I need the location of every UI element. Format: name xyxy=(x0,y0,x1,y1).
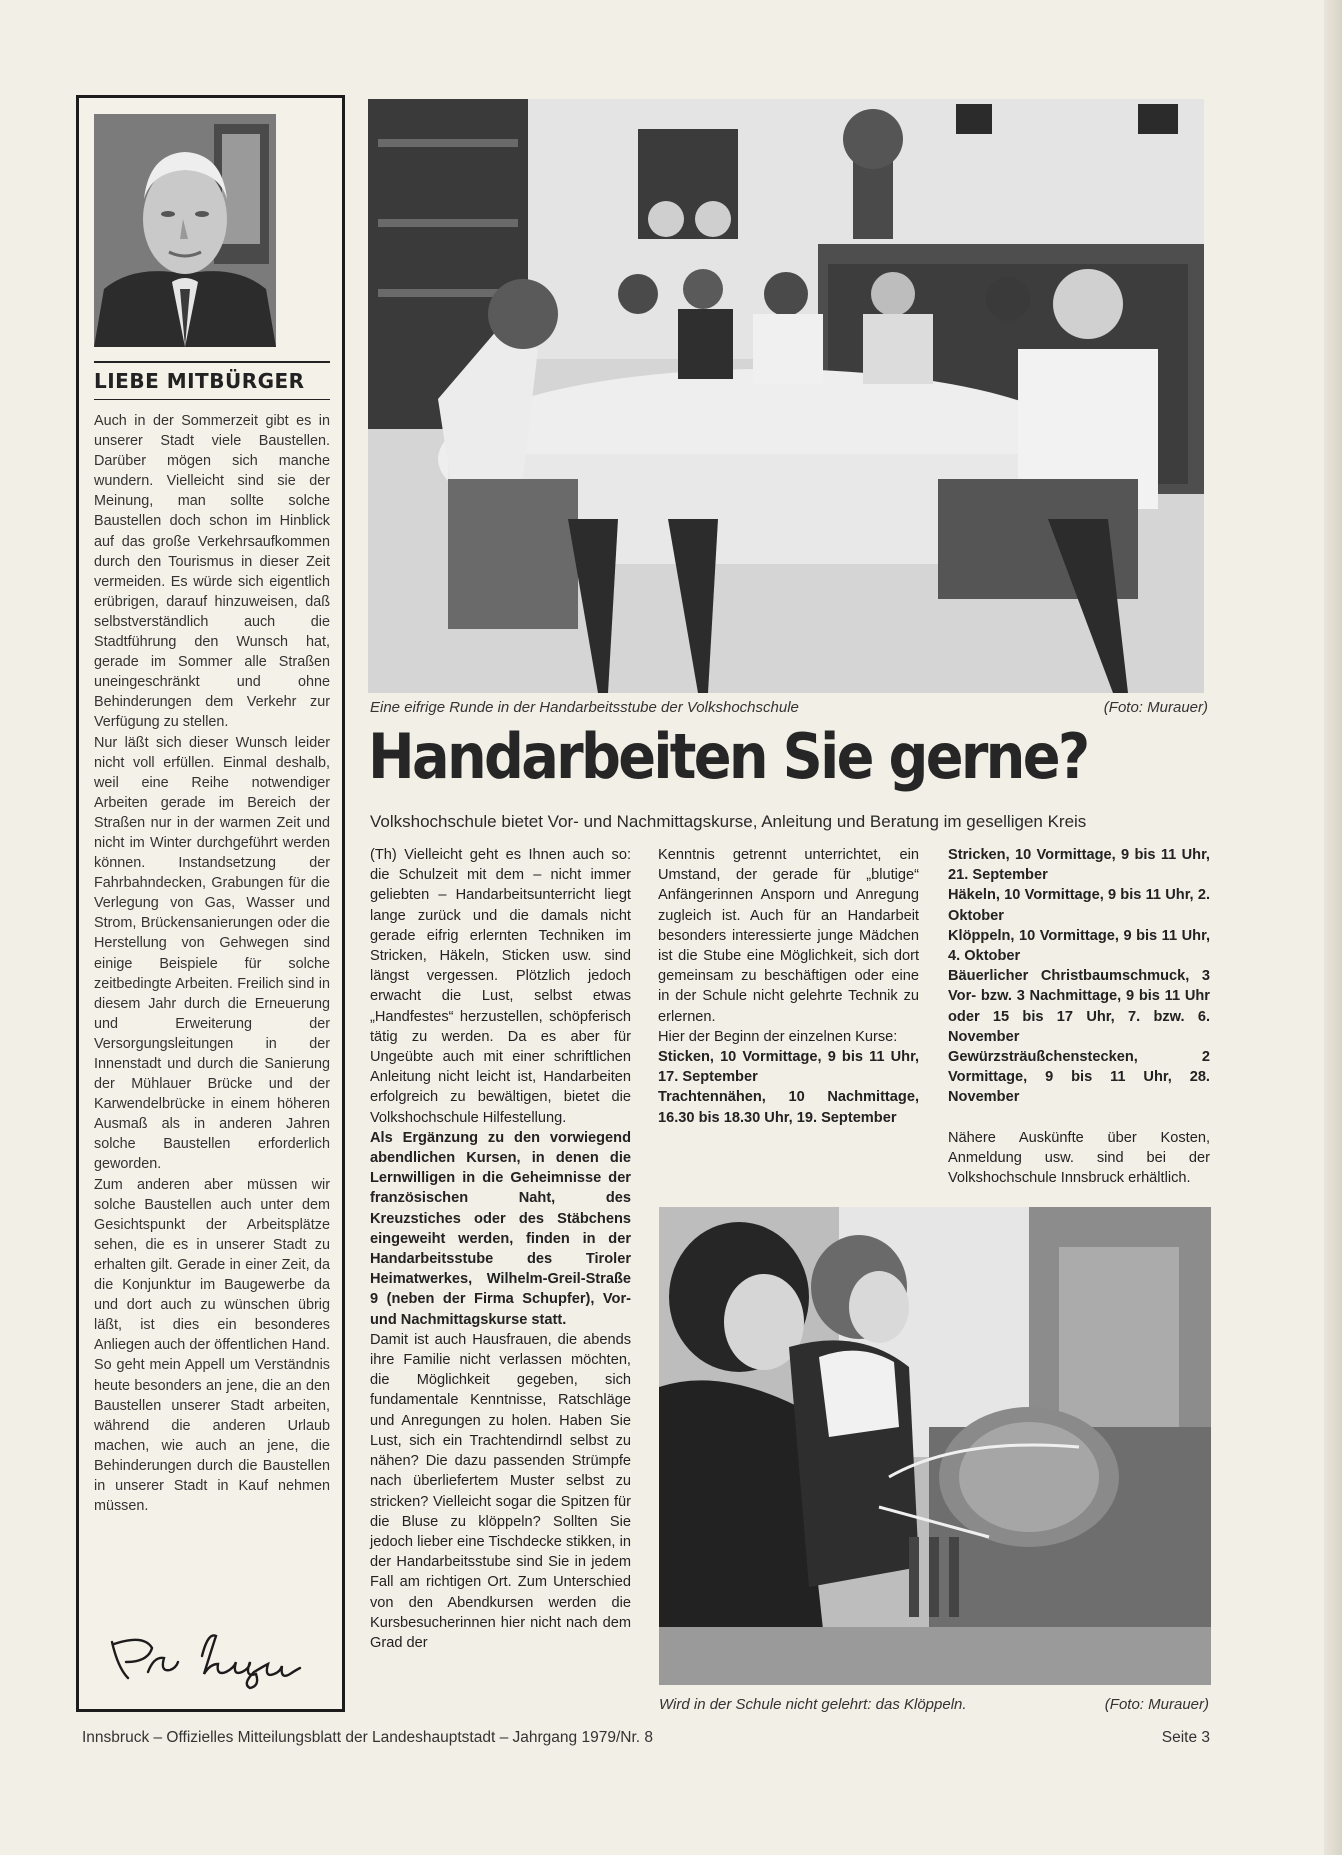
editorial-heading: LIEBE MITBÜRGER xyxy=(94,369,305,393)
editorial-paragraph: Nur läßt sich dieser Wunsch leider nicht voll erfüllen. Einmal deshalb, weil eine Reihe notwendiger Arbeiten gerade im Bereich der Straßen nur in der warmen Zeit und nicht im Winter durchgeführt werden können. Instandsetzung der Fahrbahndecken, Grabungen für die Verlegung von Gas, Wasser und Strom, Brückensanierungen oder die Herstellung von Gehwegen sind einige Beispiele für solche zeitbedingte Arbeiten. Freilich sind in diesem Jahr durch die Erneuerung und Erweiterung der Versorgungsleitungen in der Innenstadt und durch die Sanierung der Mühlauer Brücke und der Karwendelbrücke in einem höheren Ausmaß als in anderen Jahren solche Baustellen erforderlich geworden. xyxy=(94,734,330,1173)
course-entry: Bäuerlicher Christbaumschmuck, 3 Vor- bzw. 3 Nachmittage, 9 bis 11 Uhr oder 15 bis 17 Uhr, 7. bzw. 6. November xyxy=(948,968,1210,1045)
page-number: Seite 3 xyxy=(1161,1729,1210,1746)
article-column-1 xyxy=(370,845,631,1653)
lace-making-photo xyxy=(659,1207,1211,1685)
article-column-3 xyxy=(948,845,1210,1188)
heading-rule-top xyxy=(94,361,330,363)
course-entry: Gewürzsträußchenstecken, 2 Vormittage, 9 bis 11 Uhr, 28. November xyxy=(948,1049,1210,1106)
article-column-2 xyxy=(658,845,919,1128)
bottom-photo-credit: (Foto: Murauer) xyxy=(1104,1696,1209,1713)
bottom-photo-caption: Wird in der Schule nicht gelehrt: das Klöppeln. xyxy=(659,1696,967,1713)
editorial-paragraph: Zum anderen aber müssen wir solche Baustellen auch unter dem Gesichtspunkt der Arbeitsplätze sehen, die es in unserer Stadt zu erhalten gilt. Gerade in einer Zeit, da die Konjunktur im Baugewerbe da und dort auch zu wünschen übrig läßt, ist dies ein besonderes Anliegen auch der öffentlichen Hand. So geht mein Appell um Verständnis heute besonders an jene, die an den Baustellen unserer Stadt arbeiten, während die anderen Urlaub machen, wie auch an jene, die Behinderungen durch die Baustellen in unserer Stadt in Kauf nehmen müssen. xyxy=(94,1176,330,1515)
editorial-box xyxy=(76,95,345,1712)
heading-rule-bottom xyxy=(94,399,330,400)
course-entry: Klöppeln, 10 Vormittage, 9 bis 11 Uhr, 4. Oktober xyxy=(948,927,1210,965)
info-paragraph: Nähere Auskünfte über Kosten, Anmeldung usw. sind bei der Volkshochschule Innsbruck erhältlich. xyxy=(948,1129,1210,1187)
article-paragraph: (Th) Vielleicht geht es Ihnen auch so: die Schulzeit mit dem – nicht immer geliebten – Handarbeitsunterricht liegt lange zurück und die damals nicht gerade eifrig erlernten Techniken im Stricken, Häkeln, Sticken usw. sind längst vergessen. Plötzlich jedoch erwacht die Lust, selbst etwas „Handfestes“ herzustellen, schöpferisch tätig zu werden. Da es aber für Ungeübte auch mit einer schriftlichen Anleitung nicht leicht ist, Handarbeiten erfolgreich zu bewältigen, bietet die Volkshochschule Hilfestellung. xyxy=(370,847,631,1126)
article-paragraph: Hier der Beginn der einzelnen Kurse: xyxy=(658,1028,898,1045)
article-subtitle: Volkshochschule bietet Vor- und Nachmittagskurse, Anleitung und Beratung im geselligen Kreis xyxy=(370,812,1087,831)
course-entry: Häkeln, 10 Vormittage, 9 bis 11 Uhr, 2. Oktober xyxy=(948,887,1210,924)
course-entry: Sticken, 10 Vormittage, 9 bis 11 Uhr, 17. September xyxy=(658,1049,919,1086)
sewing-room-photo xyxy=(368,99,1204,693)
handwritten-signature xyxy=(104,1628,314,1690)
article-paragraph: Kenntnis getrennt unterrichtet, ein Umstand, der gerade für „blutige“ Anfängerinnen Ansporn und Anregung zugleich ist. Auch für an Handarbeit besonders interessierte junge Mädchen ist die Stube eine Möglichkeit, sich dort gemeinsam zu beschäftigen oder eine in der Schule nicht gelehrte Technik zu erlernen. xyxy=(658,847,919,1025)
article-headline: Handarbeiten Sie gerne? xyxy=(368,720,1088,793)
article-paragraph: Damit ist auch Hausfrauen, die abends ihre Familie nicht verlassen möchten, die Möglichkeit gegeben, sich fundamentale Kenntnisse, Ratschläge und Anregungen zu holen. Haben Sie Lust, sich ein Trachtendirndl selbst zu nähen? Die dazu passenden Strümpfe nach überliefertem Muster selbst zu stricken? Vielleicht sogar die Spitzen für die Bluse zu klöppeln? Sollten Sie jedoch lieber eine Tischdecke stikken, in der Handarbeitsstube sind Sie in jedem Fall am richtigen Ort. Zum Unterschied von den Abendkursen werden die Kursbesucherinnen hier nicht nach dem Grad der xyxy=(370,1331,631,1651)
article-bold-paragraph: Als Ergänzung zu den vorwiegend abendlichen Kursen, in denen die Lernwilligen in die Geheimnisse der französischen Naht, des Kreuzstiches oder des Stäbchens eingeweiht werden, finden in der Handarbeitsstube des Tiroler Heimatwerkes, Wilhelm-Greil-Straße 9 (neben der Firma Schupfer), Vor- und Nachmittagskurse statt. xyxy=(370,1129,631,1328)
mayor-portrait-photo xyxy=(94,114,276,347)
page-edge-shadow xyxy=(1324,0,1342,1855)
course-entry: Stricken, 10 Vormittage, 9 bis 11 Uhr, 21. September xyxy=(948,847,1210,884)
footer-publication-line: Innsbruck – Offizielles Mitteilungsblatt der Landeshauptstadt – Jahrgang 1979/Nr. 8 xyxy=(82,1729,653,1746)
course-entry: Trachtennähen, 10 Nachmittage, 16.30 bis 18.30 Uhr, 19. September xyxy=(658,1089,919,1126)
top-photo-credit: (Foto: Murauer) xyxy=(1103,699,1208,716)
top-photo-caption: Eine eifrige Runde in der Handarbeitsstube der Volkshochschule xyxy=(370,699,799,716)
editorial-text xyxy=(94,411,330,1516)
editorial-paragraph: Auch in der Sommerzeit gibt es in unserer Stadt viele Baustellen. Darüber mögen sich manche wundern. Vielleicht sind sie der Meinung, man sollte solche Baustellen doch schon im Hinblick auf das große Verkehrsaufkommen durch den Tourismus in dieser Zeit vermeiden. Es würde sich eigentlich erübrigen, darauf hinzuweisen, daß selbstverständlich auch die Stadtführung den Wunsch hat, gerade im Sommer alle Straßen uneingeschränkt und ohne Behinderungen dem Verkehr zur Verfügung zu stellen. xyxy=(94,413,330,731)
